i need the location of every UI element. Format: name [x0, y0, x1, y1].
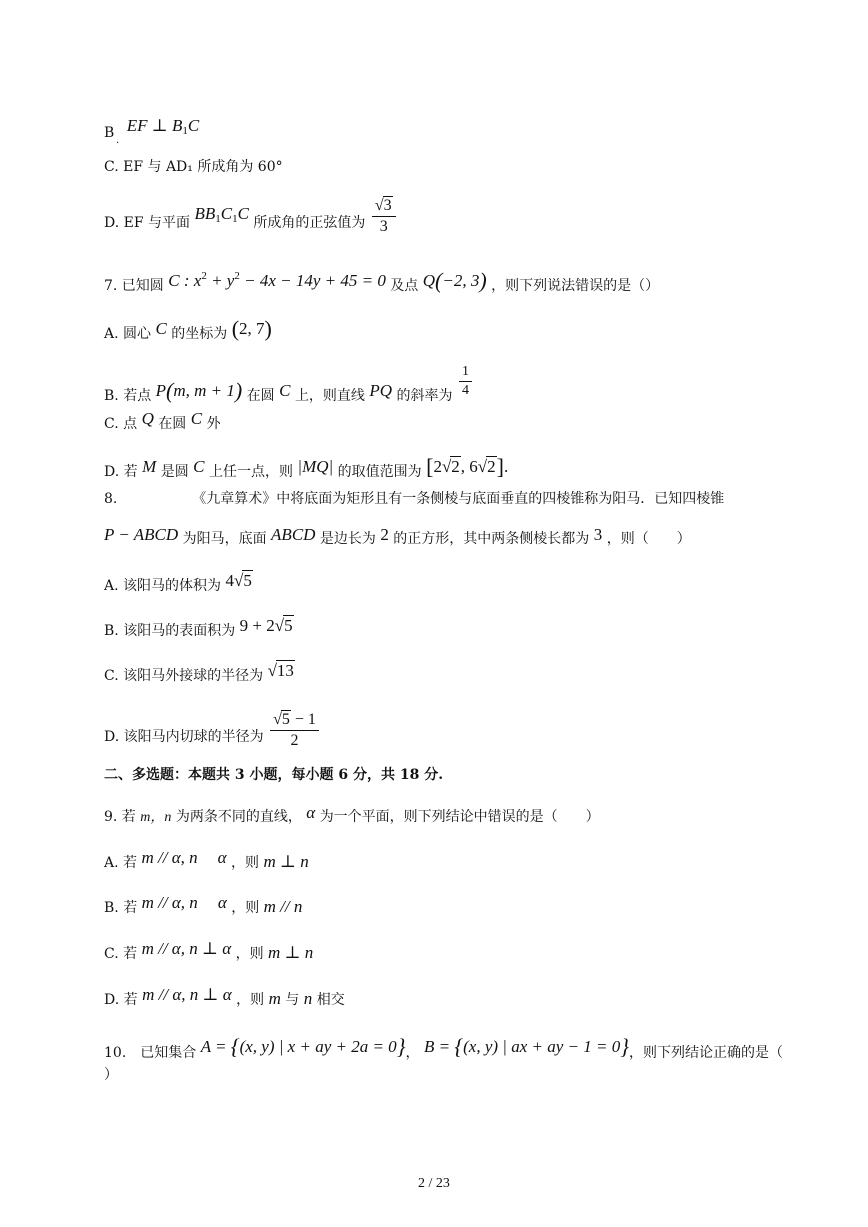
q6-option-b-dot: . [116, 135, 120, 146]
fraction-sqrt3-over-3: $\frac{√3}{3}$ [372, 198, 396, 235]
q8-option-b [104, 617, 294, 638]
q8-option-d [104, 712, 321, 749]
math-condition-c: m // α, n ⊥ α [141, 939, 232, 958]
q9-stem [104, 804, 600, 825]
math-alpha: α [306, 803, 316, 822]
math-m: m [268, 989, 281, 1008]
math-result-c: m ⊥ n [268, 943, 314, 962]
math-q: Q [141, 409, 154, 428]
option-text: ，则 [235, 946, 264, 962]
math-n: n [303, 989, 313, 1008]
math-abcd: ABCD [271, 525, 316, 544]
math-m-n: m，n [140, 810, 172, 825]
option-text: 上任一点，则 [208, 464, 293, 480]
option-text: B. 该阳马的表面积为 [104, 623, 236, 639]
option-text: ，则 [231, 855, 260, 871]
option-text: ，则 [231, 900, 260, 916]
question-text: 7. 已知圆 [104, 278, 164, 294]
math-surface: 9 + 2√5 [239, 616, 293, 635]
math-plane-bb1c1c: $BB_1C_1C$ [194, 204, 249, 225]
question-text: 及点 [390, 278, 419, 294]
question-text: 10. 已知集合 [104, 1045, 197, 1061]
question-text: 为两条不同的直线， [175, 809, 302, 825]
math-c: C [190, 409, 203, 428]
question-text: ， [405, 1045, 420, 1061]
q7-option-d [104, 456, 508, 479]
q8-option-c [104, 662, 295, 683]
option-text: A. 圆心 [104, 326, 152, 342]
option-text: 是圆 [160, 464, 189, 480]
option-text: D. 若 [104, 992, 138, 1008]
option-text: 在圆 [158, 416, 187, 432]
math-set-a: A = {(x, y) | x + ay + 2a = 0} [200, 1034, 406, 1059]
question-text: 为一个平面，则下列结论中错误的是（ ） [319, 809, 600, 825]
option-text: 的取值范围为 [337, 464, 422, 480]
option-text: D. 该阳马内切球的半径为 [104, 729, 264, 745]
math-ef-perp-b1c: EF ⊥ $B_1C$ [126, 116, 200, 137]
option-text: C. 该阳马外接球的半径为 [104, 668, 264, 684]
math-set-b: B = {(x, y) | ax + ay − 1 = 0} [423, 1034, 630, 1059]
option-text: A. 若 [104, 855, 138, 871]
q7-stem [104, 270, 659, 293]
q9-option-c [104, 940, 313, 961]
question-number: 8. [104, 491, 118, 507]
page-number: 2 / 23 [418, 1176, 450, 1191]
question-text: ，则下列结论正确的是（ [629, 1045, 784, 1061]
q8-option-a [104, 572, 253, 593]
math-point-p: P(m, m + 1) [155, 378, 243, 403]
math-result-b: m // n [263, 897, 303, 916]
fraction-one-quarter: $\frac{1}{4}$ [459, 365, 472, 398]
question-text: 为阳马，底面 [182, 531, 267, 547]
option-text: 上，则直线 [294, 388, 365, 404]
math-point-q: Q(−2, 3) [422, 268, 487, 293]
math-condition-b: m // α, n α [141, 893, 227, 912]
q9-option-a [104, 849, 309, 870]
q9-option-d [104, 986, 345, 1007]
question-text: 《九章算术》中将底面为矩形且有一条侧棱与底面垂直的四棱锥称为阳马．已知四棱锥 [192, 491, 725, 507]
math-interval: [2√2, 6√2]. [426, 454, 509, 479]
math-circumradius: √13 [267, 661, 294, 680]
question-text: ，则下列说法错误的是（） [491, 278, 660, 294]
option-text: 的坐标为 [171, 326, 228, 342]
math-circle-equation: C : $x^2 + y^2 - 4x - 14y + 45 = 0$ [168, 270, 386, 290]
math-two: 2 [380, 525, 389, 544]
q9-option-b [104, 894, 302, 915]
question-text: 9. 若 [104, 809, 136, 825]
q7-option-c [104, 410, 221, 431]
math-m: M [142, 457, 157, 476]
q10-stem-line2: ） [104, 1067, 118, 1083]
question-text: 是边长为 [319, 531, 376, 547]
option-text: D. 若 [104, 464, 138, 480]
option-text: 在圆 [246, 388, 275, 404]
math-pq: PQ [369, 381, 393, 400]
math-c: C [155, 319, 167, 338]
math-pyramid: P − ABCD [104, 525, 179, 544]
question-text: 的正方形，其中两条侧棱长都为 [393, 531, 590, 547]
option-text: 与 [285, 992, 300, 1008]
option-text: 所成角的正弦值为 [253, 215, 366, 231]
q7-option-b [104, 365, 474, 403]
option-label: B [104, 125, 115, 141]
option-text: ，则 [236, 992, 265, 1008]
q6-option-d [104, 198, 398, 235]
fraction-inradius: $\frac{√5 - 1}{2}$ [270, 712, 319, 749]
math-abs-mq: |MQ| [297, 457, 334, 476]
math-three: 3 [593, 525, 603, 544]
option-text: C. 若 [104, 946, 138, 962]
option-text: 外 [206, 416, 221, 432]
option-text: 相交 [316, 992, 345, 1008]
math-c: C [193, 457, 205, 476]
math-condition-a: m // α, n α [141, 848, 227, 867]
option-text: 的斜率为 [396, 388, 453, 404]
q6-option-c: C. EF 与 AD₁ 所成角为 60° [104, 159, 283, 175]
math-condition-d: m // α, n ⊥ α [142, 985, 232, 1004]
q10-stem [104, 1036, 783, 1060]
math-c: C [279, 381, 291, 400]
q7-option-a [104, 318, 272, 341]
option-text: C. 点 [104, 416, 138, 432]
option-text: B. 若点 [104, 388, 152, 404]
section-heading: 二、多选题：本题共 3 小题，每小题 6 分，共 18 分. [104, 767, 444, 783]
math-volume: 4√5 [225, 571, 252, 590]
option-text: B. 若 [104, 900, 138, 916]
question-text: ，则（ ） [606, 531, 691, 547]
math-result-a: m ⊥ n [263, 852, 309, 871]
q8-stem-line1 [104, 492, 724, 506]
option-text: D. EF 与平面 [104, 215, 191, 231]
q8-stem-line2 [104, 526, 691, 546]
option-text: A. 该阳马的体积为 [104, 578, 222, 594]
math-center: (2, 7) [231, 316, 272, 341]
